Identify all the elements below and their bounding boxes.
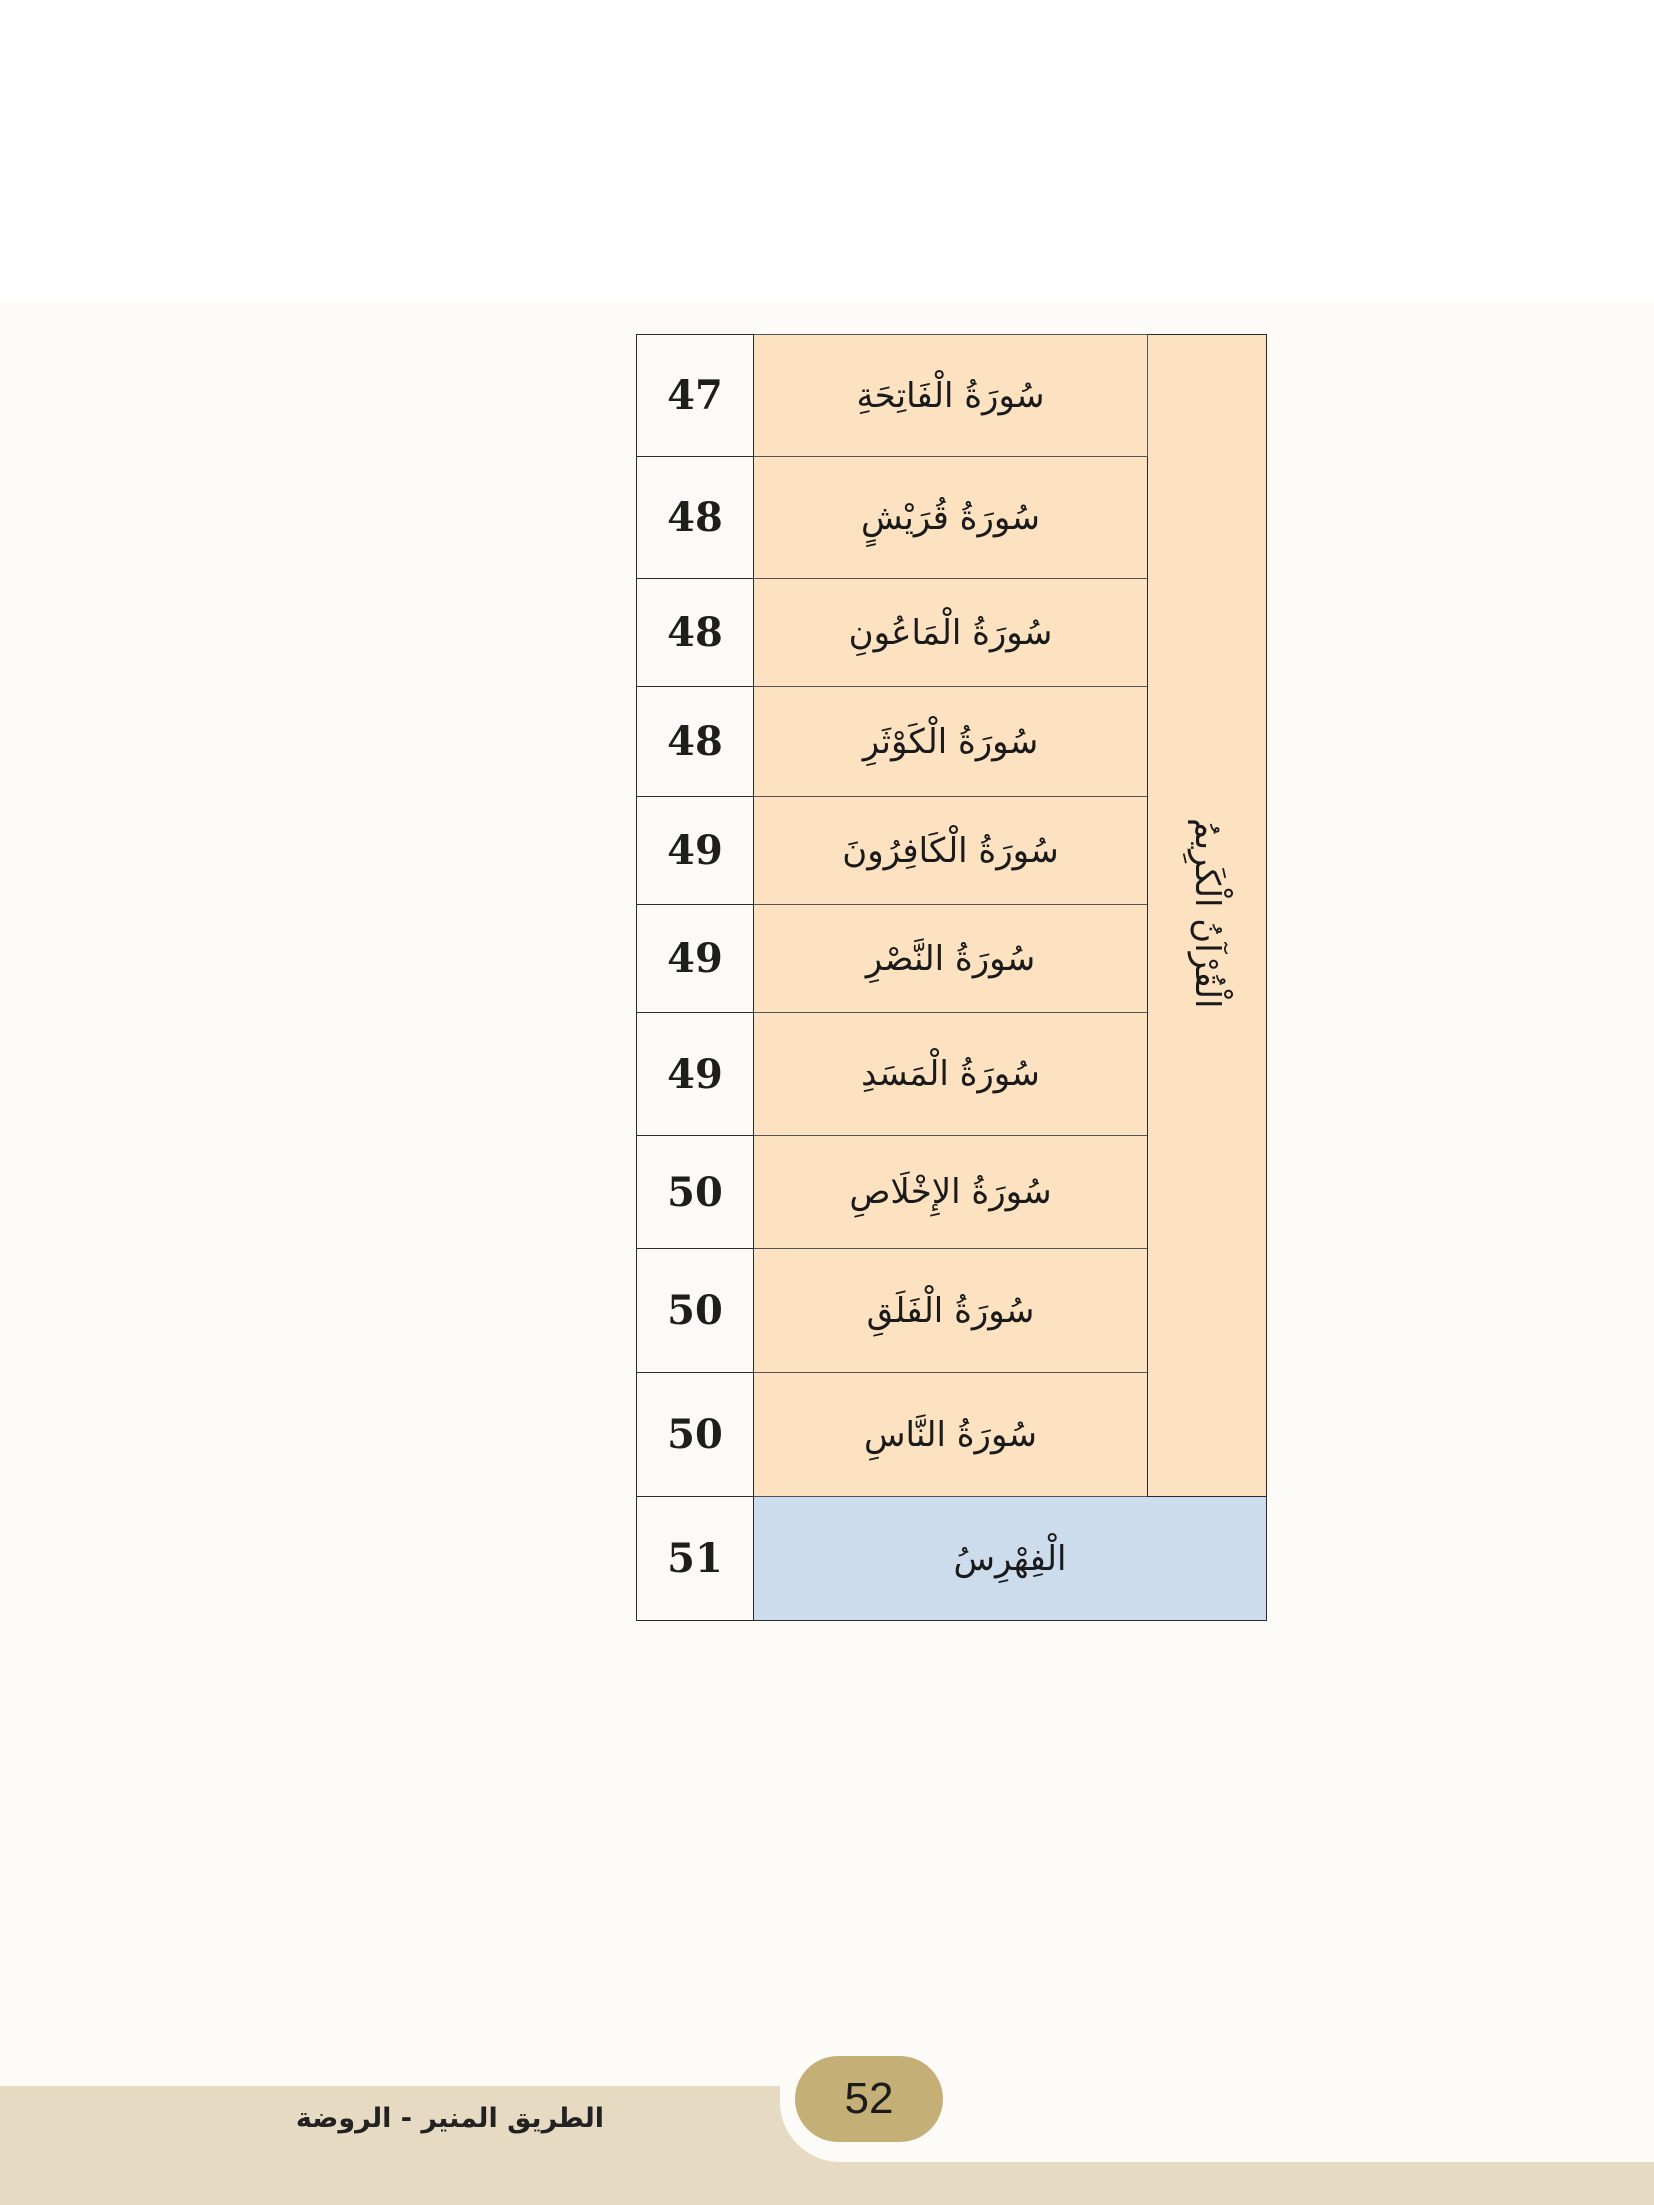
page-number-cell: 48 xyxy=(637,579,754,687)
page-number-cell: 50 xyxy=(637,1136,754,1249)
page-number-cell: 49 xyxy=(637,905,754,1013)
page-number-cell: 48 xyxy=(637,687,754,797)
surah-title-cell: سُورَةُ الْمَسَدِ xyxy=(754,1013,1148,1136)
surah-title-cell: سُورَةُ الْكَافِرُونَ xyxy=(754,797,1148,905)
page-number-cell: 50 xyxy=(637,1249,754,1373)
page-number-cell: 51 xyxy=(637,1497,754,1621)
page-number-cell: 49 xyxy=(637,1013,754,1136)
surah-title-cell: سُورَةُ الْفَلَقِ xyxy=(754,1249,1148,1373)
table-row xyxy=(637,335,1267,457)
index-row xyxy=(637,1497,1267,1621)
table-of-contents xyxy=(636,334,1267,1621)
surah-title-cell: سُورَةُ النَّاسِ xyxy=(754,1373,1148,1497)
section-label-cell xyxy=(1148,335,1267,1497)
surah-title-cell: سُورَةُ الإِخْلَاصِ xyxy=(754,1136,1148,1249)
surah-title-cell: سُورَةُ الْكَوْثَرِ xyxy=(754,687,1148,797)
page-number-cell: 50 xyxy=(637,1373,754,1497)
footer-book-title: الطريق المنير - الروضة xyxy=(295,2103,605,2134)
surah-title-cell: سُورَةُ الْمَاعُونِ xyxy=(754,579,1148,687)
section-label: الْقُرْآنُ الْكَرِيمُ xyxy=(1187,818,1227,1009)
page-number-cell: 49 xyxy=(637,797,754,905)
index-title-cell: الْفِهْرِسُ xyxy=(754,1497,1267,1621)
surah-title-cell: سُورَةُ النَّصْرِ xyxy=(754,905,1148,1013)
page-number-badge: 52 xyxy=(795,2056,943,2142)
page-number-cell: 48 xyxy=(637,457,754,579)
surah-title-cell: سُورَةُ الْفَاتِحَةِ xyxy=(754,335,1148,457)
surah-title-cell: سُورَةُ قُرَيْشٍ xyxy=(754,457,1148,579)
page-number-cell: 47 xyxy=(637,335,754,457)
